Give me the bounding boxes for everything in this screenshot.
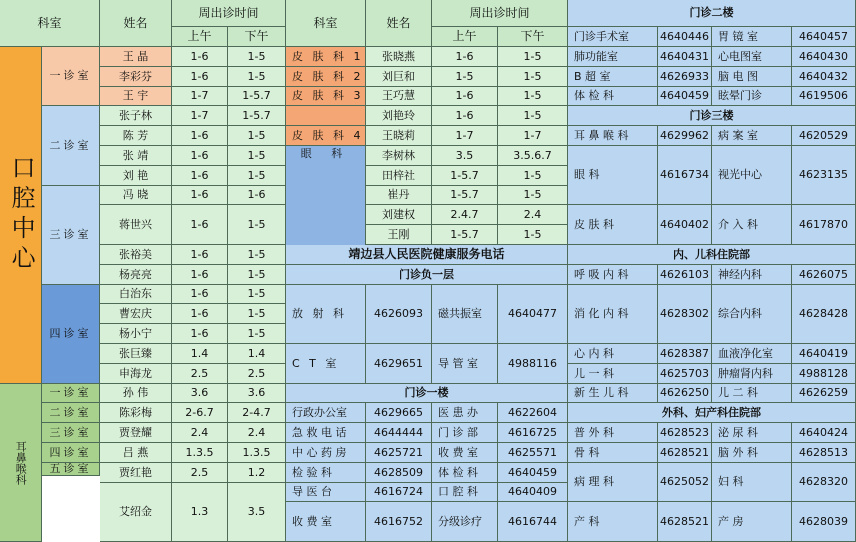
phone-dept: 眩晕门诊 — [712, 87, 792, 106]
phone-number: 4988128 — [792, 364, 856, 384]
header-pm-mid: 下午 — [498, 27, 568, 47]
am-schedule: 2.4 — [172, 423, 228, 443]
phone-dept: 视光中心 — [712, 146, 792, 205]
phone-number: 4640419 — [792, 344, 856, 364]
phone-number: 4617870 — [792, 205, 856, 245]
phone-dept: 导 管 室 — [432, 344, 498, 384]
surgery-title: 外科、妇产科住院部 — [568, 403, 856, 423]
inpatient-title: 内、儿科住院部 — [568, 245, 856, 265]
pm-schedule: 1.2 — [228, 463, 286, 483]
pm-schedule: 2-4.7 — [228, 403, 286, 423]
pm-schedule: 2.5 — [228, 364, 286, 384]
phone-number: 4619506 — [792, 87, 856, 106]
doctor-name: 张子林 — [100, 106, 172, 126]
pm-schedule: 1-5.7 — [228, 87, 286, 106]
hotline-title: 靖边县人民医院健康服务电话 — [286, 245, 568, 265]
am-schedule-mid: 3.5 — [432, 146, 498, 166]
room-label: 四诊室 — [42, 285, 100, 384]
phone-number: 4640402 — [658, 205, 712, 245]
doctor-name-mid: 张晓燕 — [366, 47, 432, 67]
pm-schedule-mid: 2.4 — [498, 205, 568, 225]
phone-number: 4626259 — [792, 384, 856, 403]
doctor-name: 吕 燕 — [100, 443, 172, 463]
phone-number: 4644444 — [366, 423, 432, 443]
oral-center-label: 口腔中心 — [0, 47, 42, 384]
pm-schedule-mid: 1-5 — [498, 106, 568, 126]
doctor-name: 艾绍金 — [100, 483, 172, 542]
room-label: 二诊室 — [42, 106, 100, 186]
doctor-name: 杨亮亮 — [100, 265, 172, 285]
am-schedule: 1.3.5 — [172, 443, 228, 463]
am-schedule: 1-6 — [172, 245, 228, 265]
room-label: 一诊室 — [42, 47, 100, 106]
phone-dept: 检 验 科 — [286, 463, 366, 483]
phone-dept: 放 射 科 — [286, 285, 366, 344]
phone-dept: 收 费 室 — [432, 443, 498, 463]
phone-dept: 行政办公室 — [286, 403, 366, 423]
doctor-name: 张裕美 — [100, 245, 172, 265]
phone-number: 4616725 — [498, 423, 568, 443]
phone-dept: 眼 科 — [568, 146, 658, 205]
pm-schedule: 1-5 — [228, 47, 286, 67]
phone-number: 4626103 — [658, 265, 712, 285]
doctor-name: 申海龙 — [100, 364, 172, 384]
phone-dept: 耳 鼻 喉 科 — [568, 126, 658, 146]
phone-number: 4628523 — [658, 423, 712, 443]
phone-dept: 脑 外 科 — [712, 443, 792, 463]
phone-dept: 泌 尿 科 — [712, 423, 792, 443]
phone-number: 4623135 — [792, 146, 856, 205]
doctor-name: 曹宏庆 — [100, 304, 172, 324]
pm-schedule-mid: 1-5 — [498, 186, 568, 205]
phone-number: 4640457 — [792, 27, 856, 47]
doctor-name: 李彩芬 — [100, 67, 172, 87]
am-schedule-mid: 1-6 — [432, 106, 498, 126]
phone-number: 4988116 — [498, 344, 568, 384]
am-schedule: 1-6 — [172, 285, 228, 304]
phone-number: 4640459 — [658, 87, 712, 106]
phone-number: 4640430 — [792, 47, 856, 67]
phone-number: 4628387 — [658, 344, 712, 364]
pm-schedule: 1-5 — [228, 205, 286, 245]
phone-dept: 胃 镜 室 — [712, 27, 792, 47]
phone-dept: 肺功能室 — [568, 47, 658, 67]
doctor-name: 蒋世兴 — [100, 205, 172, 245]
phone-dept: 中 心 药 房 — [286, 443, 366, 463]
phone-dept: 呼 吸 内 科 — [568, 265, 658, 285]
am-schedule: 1.4 — [172, 344, 228, 364]
phone-dept: 产 科 — [568, 502, 658, 542]
phone-dept: 肿瘤肾内科 — [712, 364, 792, 384]
phone-dept: 儿 一 科 — [568, 364, 658, 384]
doctor-name: 白治东 — [100, 285, 172, 304]
phone-dept: 分级诊疗 — [432, 502, 498, 542]
phone-number: 4628039 — [792, 502, 856, 542]
am-schedule: 1-6 — [172, 166, 228, 186]
doctor-name-mid: 王巧慧 — [366, 87, 432, 106]
ent-room-label: 二诊室 — [42, 403, 100, 423]
phone-dept: 磁共振室 — [432, 285, 498, 344]
header-am: 上午 — [172, 27, 228, 47]
phone-number: 4628320 — [792, 463, 856, 502]
phone-number: 4626933 — [658, 67, 712, 87]
phone-dept: 急 救 电 话 — [286, 423, 366, 443]
doctor-name: 贾红艳 — [100, 463, 172, 483]
am-schedule: 1-6 — [172, 47, 228, 67]
phone-number: 4640409 — [498, 483, 568, 502]
am-schedule: 1-7 — [172, 106, 228, 126]
pm-schedule: 1-5 — [228, 126, 286, 146]
doctor-name: 冯 晓 — [100, 186, 172, 205]
phone-dept: 产 房 — [712, 502, 792, 542]
pm-schedule: 1-5.7 — [228, 106, 286, 126]
doctor-name: 刘 艳 — [100, 166, 172, 186]
pm-schedule: 1-5 — [228, 265, 286, 285]
phone-number: 4628513 — [792, 443, 856, 463]
doctor-name: 张巨臻 — [100, 344, 172, 364]
phone-number: 4640432 — [792, 67, 856, 87]
pm-schedule: 1-5 — [228, 285, 286, 304]
ent-label: 耳鼻喉科 — [0, 384, 42, 542]
phone-dept: 门诊手术室 — [568, 27, 658, 47]
header-week: 周出诊时间 — [172, 0, 286, 27]
header-name-mid: 姓名 — [366, 0, 432, 47]
phone-number: 4626075 — [792, 265, 856, 285]
phone-dept: 消 化 内 科 — [568, 285, 658, 344]
am-schedule: 2.5 — [172, 364, 228, 384]
phone-number: 4628521 — [658, 443, 712, 463]
doctor-name: 陈 芳 — [100, 126, 172, 146]
pm-schedule: 1-5 — [228, 304, 286, 324]
doctor-name: 张 靖 — [100, 146, 172, 166]
am-schedule-mid: 1-6 — [432, 87, 498, 106]
pm-schedule: 1-5 — [228, 67, 286, 87]
pm-schedule-mid: 1-5 — [498, 67, 568, 87]
phone-number: 4616724 — [366, 483, 432, 502]
am-schedule: 1-6 — [172, 205, 228, 245]
phone-dept: 收 费 室 — [286, 502, 366, 542]
pm-schedule: 3.5 — [228, 483, 286, 542]
dept-derm-3: 皮 肤 科 3 — [286, 87, 366, 106]
ent-room-label: 三诊室 — [42, 423, 100, 443]
phone-number: 4626093 — [366, 285, 432, 344]
f2-title: 门诊二楼 — [568, 0, 856, 27]
phone-dept: 口 腔 科 — [432, 483, 498, 502]
phone-dept: 皮 肤 科 — [568, 205, 658, 245]
phone-number: 4625052 — [658, 463, 712, 502]
phone-dept: 介 入 科 — [712, 205, 792, 245]
phone-dept: 体 检 科 — [432, 463, 498, 483]
phone-number: 4628521 — [658, 502, 712, 542]
doctor-name-mid: 王刚 — [366, 225, 432, 245]
phone-dept: 门 诊 部 — [432, 423, 498, 443]
phone-dept: 医 患 办 — [432, 403, 498, 423]
dept-eye: 眼 科 — [286, 146, 366, 265]
phone-dept: 血液净化室 — [712, 344, 792, 364]
phone-dept: 心 内 科 — [568, 344, 658, 364]
dept-derm-2: 皮 肤 科 2 — [286, 67, 366, 87]
phone-dept: C T 室 — [286, 344, 366, 384]
doctor-name: 杨小宁 — [100, 324, 172, 344]
am-schedule: 1-6 — [172, 265, 228, 285]
doctor-name-mid: 崔丹 — [366, 186, 432, 205]
doctor-name: 陈彩梅 — [100, 403, 172, 423]
doctor-name-mid: 刘巨和 — [366, 67, 432, 87]
pm-schedule: 1-5 — [228, 245, 286, 265]
pm-schedule-mid: 3.5.6.7 — [498, 146, 568, 166]
phone-dept: 骨 科 — [568, 443, 658, 463]
header-dept: 科室 — [0, 0, 100, 47]
am-schedule: 3.6 — [172, 384, 228, 403]
phone-number: 4616744 — [498, 502, 568, 542]
header-dept-mid: 科室 — [286, 0, 366, 47]
pm-schedule-mid: 1-5 — [498, 47, 568, 67]
dept-derm-blank — [286, 106, 366, 126]
phone-dept: 综合内科 — [712, 285, 792, 344]
am-schedule: 1-6 — [172, 67, 228, 87]
phone-dept: 神经内科 — [712, 265, 792, 285]
doctor-name: 贾登耀 — [100, 423, 172, 443]
phone-number: 4629962 — [658, 126, 712, 146]
header-week-mid: 周出诊时间 — [432, 0, 568, 27]
phone-dept: 心电图室 — [712, 47, 792, 67]
doctor-name-mid: 王晓莉 — [366, 126, 432, 146]
phone-number: 4640477 — [498, 285, 568, 344]
phone-dept: B 超 室 — [568, 67, 658, 87]
pm-schedule-mid: 1-7 — [498, 126, 568, 146]
ent-room-label: 一诊室 — [42, 384, 100, 403]
am-schedule: 1-6 — [172, 146, 228, 166]
doctor-name-mid: 刘艳玲 — [366, 106, 432, 126]
am-schedule: 1-6 — [172, 304, 228, 324]
pm-schedule: 1-5 — [228, 324, 286, 344]
phone-number: 4629665 — [366, 403, 432, 423]
phone-number: 4625721 — [366, 443, 432, 463]
pm-schedule: 1-6 — [228, 186, 286, 205]
phone-number: 4628428 — [792, 285, 856, 344]
doctor-name: 王 晶 — [100, 47, 172, 67]
phone-number: 4625703 — [658, 364, 712, 384]
doctor-name: 孙 伟 — [100, 384, 172, 403]
f3-title: 门诊三楼 — [568, 106, 856, 126]
header-name: 姓名 — [100, 0, 172, 47]
doctor-name-mid: 田梓社 — [366, 166, 432, 186]
am-schedule-mid: 1-5.7 — [432, 225, 498, 245]
phone-number: 4616734 — [658, 146, 712, 205]
am-schedule-mid: 1-5.7 — [432, 166, 498, 186]
phone-dept: 病 案 室 — [712, 126, 792, 146]
pm-schedule: 1-5 — [228, 166, 286, 186]
pm-schedule: 1-5 — [228, 146, 286, 166]
phone-number: 4640424 — [792, 423, 856, 443]
am-schedule: 2-6.7 — [172, 403, 228, 423]
phone-number: 4628302 — [658, 285, 712, 344]
pm-schedule: 2.4 — [228, 423, 286, 443]
phone-number: 4640459 — [498, 463, 568, 483]
phone-dept: 病 理 科 — [568, 463, 658, 502]
ent-room-label: 四诊室 — [42, 443, 100, 463]
phone-number: 4620529 — [792, 126, 856, 146]
pm-schedule-mid: 1-5 — [498, 166, 568, 186]
pm-schedule-mid: 1-5 — [498, 87, 568, 106]
am-schedule-mid: 1-6 — [432, 47, 498, 67]
am-schedule: 1-7 — [172, 87, 228, 106]
phone-dept: 体 检 科 — [568, 87, 658, 106]
doctor-name: 王 宇 — [100, 87, 172, 106]
pm-schedule: 1.4 — [228, 344, 286, 364]
ent-room-label: 五诊室 — [42, 463, 100, 476]
phone-number: 4625571 — [498, 443, 568, 463]
pm-schedule: 3.6 — [228, 384, 286, 403]
phone-number: 4626250 — [658, 384, 712, 403]
f1-title: 门诊一楼 — [286, 384, 568, 403]
header-am-mid: 上午 — [432, 27, 498, 47]
dept-derm-4: 皮 肤 科 4 — [286, 126, 366, 146]
b1-title: 门诊负一层 — [286, 265, 568, 285]
phone-number: 4629651 — [366, 344, 432, 384]
phone-number: 4640431 — [658, 47, 712, 67]
phone-dept: 儿 二 科 — [712, 384, 792, 403]
pm-schedule-mid: 1-5 — [498, 225, 568, 245]
am-schedule: 1-6 — [172, 126, 228, 146]
phone-dept: 脑 电 图 — [712, 67, 792, 87]
room-label: 三诊室 — [42, 186, 100, 285]
phone-dept: 妇 科 — [712, 463, 792, 502]
header-pm: 下午 — [228, 27, 286, 47]
am-schedule: 1-6 — [172, 324, 228, 344]
phone-number: 4622604 — [498, 403, 568, 423]
phone-number: 4628509 — [366, 463, 432, 483]
am-schedule: 1.3 — [172, 483, 228, 542]
phone-dept: 导 医 台 — [286, 483, 366, 502]
phone-number: 4616752 — [366, 502, 432, 542]
am-schedule-mid: 1-7 — [432, 126, 498, 146]
am-schedule-mid: 1-5.7 — [432, 186, 498, 205]
phone-number: 4640446 — [658, 27, 712, 47]
doctor-name-mid: 刘建权 — [366, 205, 432, 225]
dept-derm-1: 皮 肤 科 1 — [286, 47, 366, 67]
pm-schedule: 1.3.5 — [228, 443, 286, 463]
am-schedule-mid: 1-5 — [432, 67, 498, 87]
doctor-name-mid: 李树林 — [366, 146, 432, 166]
am-schedule: 2.5 — [172, 463, 228, 483]
am-schedule: 1-6 — [172, 186, 228, 205]
am-schedule-mid: 2.4.7 — [432, 205, 498, 225]
phone-dept: 新 生 儿 科 — [568, 384, 658, 403]
phone-dept: 普 外 科 — [568, 423, 658, 443]
